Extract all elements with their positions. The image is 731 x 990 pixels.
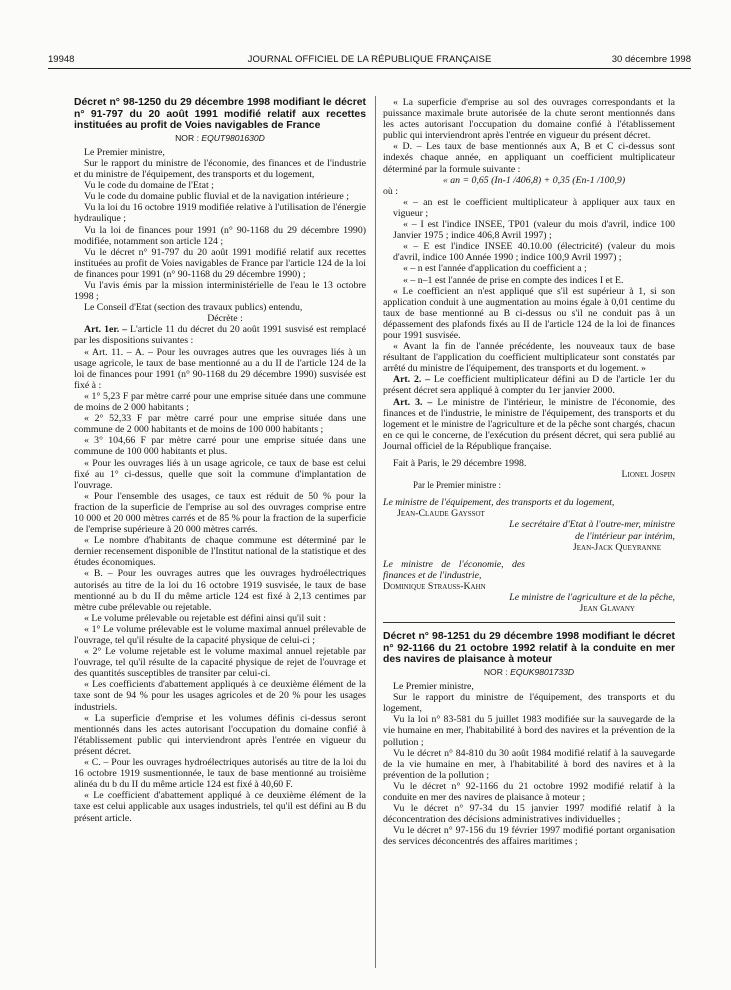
preamble-line: Vu le décret n° 91-797 du 20 août 1991 modifié relatif aux recettes instituées au profit de Voies navigables de France par l'article 124 de la loi de finances pour 1991 (n° 90-1168 du 29 décembre 1990) ; bbox=[74, 246, 366, 280]
decree-separator bbox=[383, 622, 675, 623]
prime-minister-name: Lionel Jospin bbox=[621, 469, 675, 481]
paragraph: « 1° Le volume prélevable est le volume maximal annuel prélevable de l'ouvrage, tel qu'il résulte de la capacité physique de celui-ci ; bbox=[74, 623, 366, 646]
nor-code: EQUK9801733D bbox=[510, 667, 575, 677]
article-2-label: Art. 2. – bbox=[393, 374, 431, 386]
index-formula: « an = 0,65 (In-1 /406,8) + 0,35 (En-1 /100,9) bbox=[442, 174, 626, 186]
paragraph: « 2° 52,33 F par mètre carré pour une emprise située dans une commune de 2 000 habitants et de moins de 100 000 habitants ; bbox=[74, 413, 366, 436]
nor-label: NOR : bbox=[175, 132, 199, 143]
preamble-line: Vu le décret n° 97-34 du 15 janvier 1997 modifié relatif à la déconcentration des décisions administratives individuelles ; bbox=[383, 803, 675, 826]
preamble-line: Vu le décret n° 92-1166 du 21 octobre 1992 modifié relatif à la conduite en mer des navires de plaisance à moteur ; bbox=[383, 780, 675, 804]
page-number: 19948 bbox=[48, 54, 75, 65]
paragraph: « Le coefficient d'abattement appliqué à ce deuxième élément de la taxe est celui applicable aux usages industriels, tel qu'il est défini au B du présent article. bbox=[74, 790, 366, 824]
nor-code: EQUT9801630D bbox=[201, 132, 265, 143]
preamble-line: Le Premier ministre, bbox=[393, 681, 474, 693]
column-divider bbox=[375, 96, 376, 968]
article-3-text: Le ministre de l'intérieur, le ministre de l'économie, des finances et de l'industrie, le ministre de l'équipement, des transports et du logement et le ministre de l'agriculture et de la pêche sont chargés, chacun en ce qui le concerne, de l'exécution du présent décret, qui sera publié au Journal officiel de la République française. bbox=[383, 396, 675, 452]
article-1 bbox=[74, 324, 366, 346]
paragraph: « Art. 11. – A. – Pour les ouvrages autres que les ouvrages liés à un usage agricole, le taux de base mentionné au a du II de l'article 124 de la loi de finances pour 1991 (n° 90-1168 du 29 décembre 1990) susvisée est fixé à : bbox=[74, 346, 366, 391]
article-1-label: Art. 1er. – bbox=[84, 324, 128, 336]
signature-block-2 bbox=[383, 519, 675, 552]
preamble-line: Vu la loi n° 83-581 du 5 juillet 1983 modifiée sur la sauvegarde de la vie humaine en mer, l'habitabilité à bord des navires et la prévention de la pollution ; bbox=[383, 714, 675, 748]
paragraph: « Le volume prélevable ou rejetable est défini ainsi qu'il suit : bbox=[84, 612, 326, 624]
definition-item: « – I est l'indice INSEE, TP01 (valeur du mois d'avril, indice 100 Janvier 1975 ; indice 406,8 Avril 1997) ; bbox=[393, 219, 675, 242]
journal-title: JOURNAL OFFICIEL DE LA RÉPUBLIQUE FRANÇAISE bbox=[247, 54, 492, 65]
decree2-title: Décret n° 98-1251 du 29 décembre 1998 modifiant le décret n° 92-1166 du 21 octobre 1992 relatif à la conduite en mer des navires de plaisance à moteur bbox=[383, 631, 675, 666]
paragraph: « C. – Pour les ouvrages hydroélectriques autorisés au titre de la loi du 16 octobre 1919 susmentionnée, le taux de base mentionné au troisième alinéa du b du II du même article 124 est fixé à 40,60 F. bbox=[74, 757, 366, 791]
paragraph: « Le coefficient an n'est appliqué que s'il est supérieur à 1, si son application conduit à une augmentation au moins égale à 0,01 centime du taux de base mentionné au B ci-dessus ou s'il ne conduit pas à un dépassement des plafonds fixés au II de l'article 124 de la loi de finances pour 1991 susvisée. bbox=[383, 285, 675, 341]
nor-label: NOR : bbox=[483, 667, 508, 677]
paragraph: « 1° 5,23 F par mètre carré pour une emprise située dans une commune de moins de 2 000 habitants ; bbox=[74, 390, 366, 414]
signatory-name: Dominique Strauss-Kahn bbox=[383, 580, 486, 592]
signatory-name: Jean-Claude Gayssot bbox=[397, 508, 485, 520]
signatory-name: Jean Glavany bbox=[579, 603, 635, 615]
preamble-line: Vu le décret n° 84-810 du 30 août 1984 modifié relatif à la sauvegarde de la vie humaine en mer, à l'habitabilité à bord des navires et à la prévention de la pollution ; bbox=[383, 747, 675, 781]
left-column bbox=[74, 97, 366, 977]
signatory-name: Jean-Jack Queyranne bbox=[572, 541, 661, 553]
paragraph: « La superficie d'emprise au sol des ouvrages correspondants et la puissance maximale brute autorisée de la chute seront mentionnés dans les actes autorisant l'occupation du domaine confié à l'établissement public qui interviendront après l'entrée en vigueur du présent décret. bbox=[383, 97, 675, 142]
definition-item: « – n est l'année d'application du coefficient a ; bbox=[403, 263, 587, 275]
preamble-line: Vu le décret n° 97-156 du 19 février 1997 modifié portant organisation des services déconcentrés des affaires maritimes ; bbox=[383, 825, 675, 848]
article-2 bbox=[383, 374, 675, 396]
right-column bbox=[383, 97, 675, 977]
signatory-role: Le ministre de l'équipement, des transports et du logement, bbox=[383, 497, 615, 509]
article-1-body bbox=[74, 347, 366, 824]
signatory-role: Le ministre de l'économie, des finances et de l'industrie, bbox=[383, 558, 525, 581]
preamble-line: Sur le rapport du ministre de l'équipement, des transports et du logement, bbox=[383, 692, 675, 715]
par-le-premier-ministre: Par le Premier ministre : bbox=[413, 480, 501, 491]
preamble-line: Le Conseil d'Etat (section des travaux publics) entendu, bbox=[84, 302, 303, 314]
paragraph: « B. – Pour les ouvrages autres que les ouvrages hydroélectriques autorisés au titre de la loi du 16 octobre 1919 susvisée, le taux de base mentionné au b du II du même article 124 est fixé à 2,13 centimes par mètre cube prélevable ou rejetable. bbox=[74, 568, 366, 613]
decree1-title: Décret n° 98-1250 du 29 décembre 1998 modifiant le décret n° 91-797 du 20 août 1991 modifié relatif aux recettes instituées au profit de Voies navigables de France bbox=[74, 97, 366, 132]
article-3-label: Art. 3. – bbox=[393, 396, 433, 408]
decree1-nor bbox=[74, 133, 366, 144]
definition-item: « – an est le coefficient multiplicateur à appliquer aux taux en vigueur ; bbox=[393, 196, 675, 219]
article-2-text: Le coefficient multiplicateur défini au D de l'article 1er du présent décret sera appliqué à compter du 1er janvier 2000. bbox=[383, 374, 675, 397]
definition-item: « – n–1 est l'année de prise en compte des indices I et E. bbox=[403, 274, 624, 286]
signatory-role: Le ministre de l'agriculture et de la pêche, bbox=[509, 592, 675, 604]
preamble-line: Le Premier ministre, bbox=[84, 146, 165, 158]
ou-label: où : bbox=[383, 185, 398, 197]
done-at: Fait à Paris, le 29 décembre 1998. bbox=[393, 458, 527, 469]
paragraph: « Les coefficients d'abattement appliqués à ce deuxième élément de la taxe sont de 94 % pour les usages agricoles et de 20 % pour les usages industriels. bbox=[74, 679, 366, 713]
paragraph: « Pour l'ensemble des usages, ce taux est réduit de 50 % pour la fraction de la superficie de l'emprise au sol des ouvrages comprise entre 10 000 et 20 000 mètres carrés et de 85 % pour la fraction de la superficie de l'emprise supérieure à 20 000 mètres carrés. bbox=[74, 490, 366, 536]
preamble-line: Vu le code du domaine de l'Etat ; bbox=[84, 180, 214, 192]
page-header bbox=[48, 54, 691, 66]
issue-date: 30 décembre 1998 bbox=[611, 54, 691, 65]
paragraph: « Avant la fin de l'année précédente, les nouveaux taux de base résultant de l'application du coefficient multiplicateur sont constatés par arrêté du ministre de l'équipement, des transports et du logement. » bbox=[383, 341, 675, 375]
decree1-preamble bbox=[74, 147, 366, 313]
formula-definitions bbox=[383, 197, 675, 286]
paragraph: « Pour les ouvrages liés à un usage agricole, ce taux de base est celui fixé au 1° ci-dessus, quelle que soit la commune d'implantation de l'ouvrage. bbox=[74, 457, 366, 491]
decree2-preamble bbox=[383, 681, 675, 847]
signatory-role: Le secrétaire d'Etat à l'outre-mer, ministre de l'intérieur par intérim, bbox=[509, 519, 675, 542]
paragraph: « 3° 104,66 F par mètre carré pour une emprise située dans une commune de 100 000 habitants et plus. bbox=[74, 435, 366, 458]
preamble-line: Sur le rapport du ministre de l'économie, des finances et de l'industrie et du ministre de l'équipement, des transports et du logement, bbox=[74, 157, 366, 181]
preamble-line: Vu la loi du 16 octobre 1919 modifiée relative à l'utilisation de l'énergie hydraulique ; bbox=[74, 202, 366, 225]
paragraph: « La superficie d'emprise et les volumes définis ci-dessus seront mentionnés dans les actes autorisant l'occupation du domaine confié à l'établissement public qui interviendront après l'entrée en vigueur du présent décret. bbox=[74, 712, 366, 757]
decrete-heading: Décrète : bbox=[207, 313, 243, 325]
paragraph: « 2° Le volume rejetable est le volume maximal annuel rejetable par l'ouvrage, tel qu'il résulte de la capacité physique de rejet de l'ouvrage et des quantités susceptibles de transiter par celui-ci. bbox=[74, 646, 366, 680]
article-3 bbox=[383, 397, 675, 452]
signature-block-3 bbox=[383, 559, 675, 592]
header-rule bbox=[48, 68, 691, 69]
paragraph: « Le nombre d'habitants de chaque commune est déterminé par le dernier recensement disponible de l'Institut national de la statistique et des études économiques. bbox=[74, 535, 366, 569]
definition-item: « – E est l'indice INSEE 40.10.00 (électricité) (valeur du mois d'avril, indice 100 Année 1990 ; indice 100,9 Avril 1997) ; bbox=[393, 241, 675, 264]
signature-block-1 bbox=[383, 497, 675, 519]
article-1-text: L'article 11 du décret du 20 août 1991 susvisé est remplacé par les dispositions suivantes : bbox=[74, 324, 366, 347]
preamble-line: Vu la loi de finances pour 1991 (n° 90-1168 du 29 décembre 1990) modifiée, notamment son article 124 ; bbox=[74, 224, 366, 247]
paragraph: « D. – Les taux de base mentionnés aux A, B et C ci-dessus sont indexés chaque année, en appliquant un coefficient multiplicateur déterminé par la formule suivante : bbox=[383, 141, 675, 175]
preamble-line: Vu l'avis émis par la mission interministérielle de l'eau le 13 octobre 1998 ; bbox=[74, 280, 366, 303]
decree2-nor bbox=[383, 667, 675, 678]
preamble-line: Vu le code du domaine public fluvial et de la navigation intérieure ; bbox=[84, 191, 349, 203]
signature-block-4 bbox=[383, 592, 675, 614]
